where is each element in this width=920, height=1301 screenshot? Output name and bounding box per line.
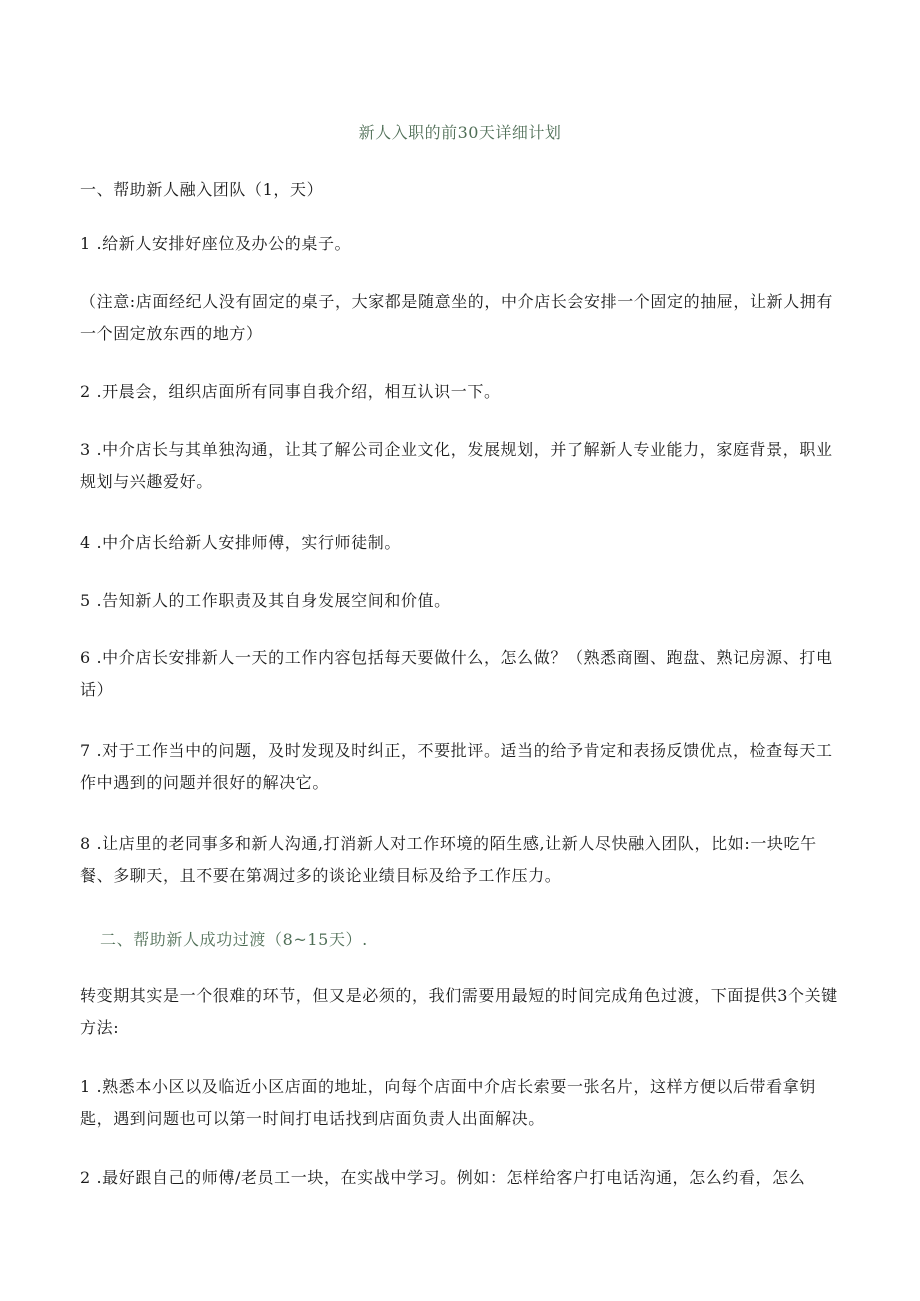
section1-item-1: 1 .给新人安排好座位及办公的桌子。: [80, 234, 352, 253]
section2-item-2: 2 .最好跟自己的师傅/老员工一块，在实战中学习。例如：怎样给客户打电话沟通，怎么约看，怎么: [80, 1168, 806, 1187]
section2-heading: 二、帮助新人成功过渡（8~15天）.: [100, 930, 368, 949]
section1-item-6: 6 .中介店长安排新人一天的工作内容包括每天要做什么，怎么做？（熟悉商圈、跑盘、熟记房源、打电话）: [80, 648, 833, 699]
section2-intro: 转变期其实是一个很难的环节，但又是必须的，我们需要用最短的时间完成角色过渡，下面提供3个关键方法:: [80, 986, 838, 1037]
section1-note: （注意:店面经纪人没有固定的桌子，大家都是随意坐的，中介店长会安排一个固定的抽屉，让新人拥有一个固定放东西的地方）: [80, 292, 833, 343]
section1-item-2: 2 .开晨会，组织店面所有同事自我介绍，相互认识一下。: [80, 382, 501, 401]
section1-item-8: 8 .让店里的老同事多和新人沟通,打消新人对工作环境的陌生感,让新人尽快融入团队，比如:一块吃午餐、多聊天，且不要在第凋过多的谈论业绩目标及给予工作压力。: [80, 834, 817, 885]
section1-heading: 一、帮助新人融入团队（1，天）: [80, 180, 324, 199]
section1-item-3: 3 .中介店长与其单独沟通，让其了解公司企业文化，发展规划，并了解新人专业能力，家庭背景，职业规划与兴趣爱好。: [80, 440, 833, 491]
section2-item-1: 1 .熟悉本小区以及临近小区店面的地址，向每个店面中介店长索要一张名片，这样方便以后带看拿钥匙，遇到问题也可以第一时间打电话找到店面负责人出面解决。: [80, 1077, 816, 1128]
section1-item-7: 7 .对于工作当中的问题，及时发现及时纠正，不要批评。适当的给予肯定和表扬反馈优点，检查每天工作中遇到的问题并很好的解决它。: [80, 741, 833, 792]
section1-item-5: 5 .告知新人的工作职责及其自身发展空间和价值。: [80, 591, 451, 610]
section1-item-4: 4 .中介店长给新人安排师傅，实行师徒制。: [80, 533, 401, 552]
document-title: 新人入职的前30天详细计划: [358, 123, 562, 142]
